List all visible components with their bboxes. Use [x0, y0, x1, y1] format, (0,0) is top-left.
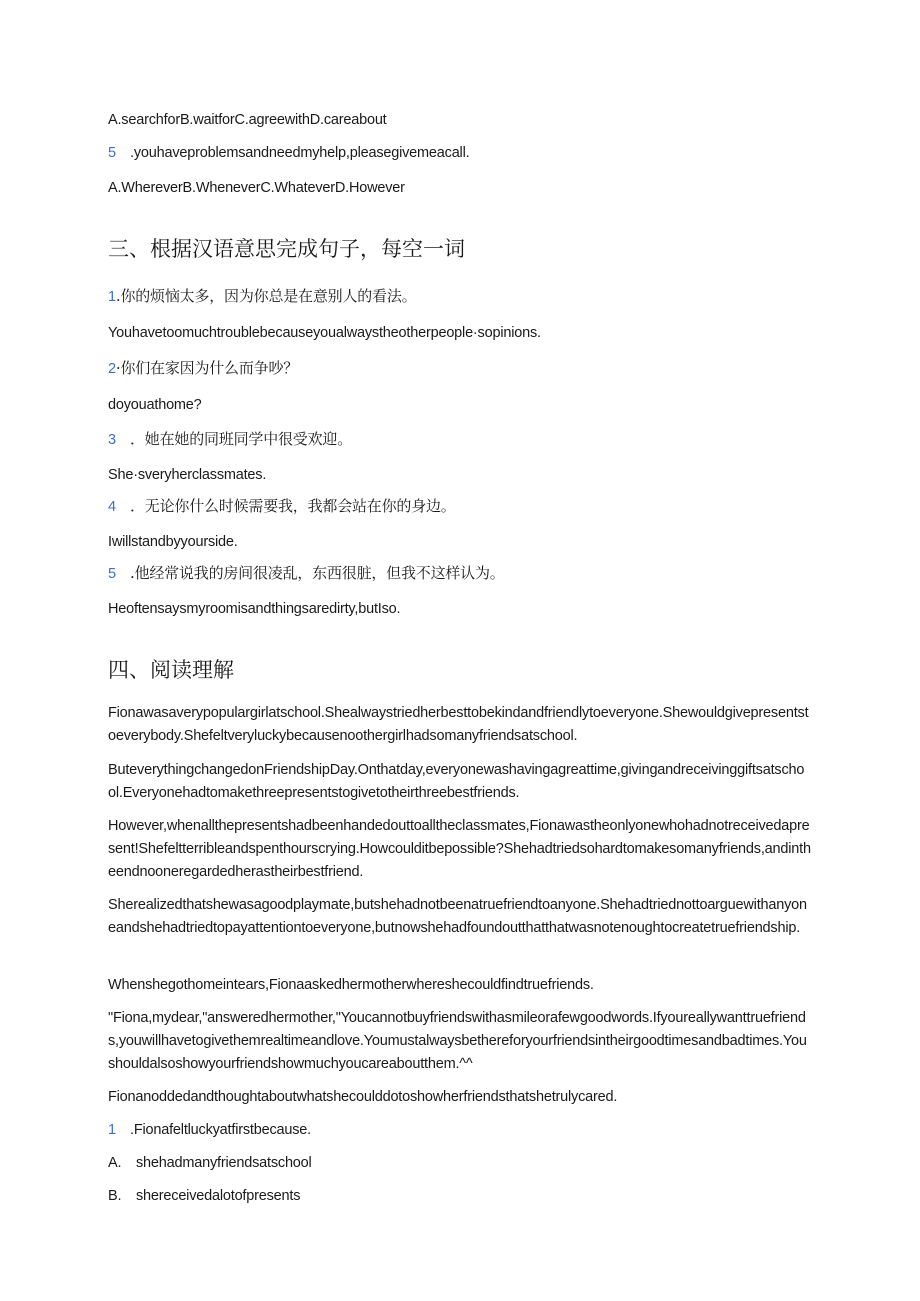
- q4-options: A.searchforB.waitforC.agreewithD.careabout: [108, 112, 387, 128]
- option-b-text: shereceivedalotofpresents: [136, 1188, 301, 1204]
- reading-paragraph-6: "Fiona,mydear,"answeredhermother,"Youcannotbuyfriendswithasmileorafewgoodwords.Ifyoureallywanttruefriends,youwillhavetogivethemrealtimeandlove.Youmustalwaysbethereforyourfriendsintheirgoodtimesandbadtimes.Youshouldalsoshowyourfriendshowmuchyoucareaboutthem.^^: [108, 1010, 807, 1072]
- section4-title: 四、阅读理解: [108, 658, 234, 682]
- reading-paragraph-1: Fionawasaverypopulargirlatschool.Shealwaystriedherbesttobekindandfriendlytoeveryone.Shewouldgivepresentstoeverybody.Shefeltveryluckybecausenoothergirlhadsomanyfriendsatschool.: [108, 705, 809, 744]
- q5-options: A.WhereverB.WheneverC.WhateverD.However: [108, 180, 405, 196]
- s3-item5-zh-line: [108, 562, 818, 586]
- reading-q1-option-b: [108, 1185, 818, 1208]
- reading-paragraph-2: ButeverythingchangedonFriendshipDay.Onthatday,everyonewashavingagreattime,givingandreceivinggiftsatschool.Everyonehadtomakethreepresentstogivetotheirthreebestfriends.: [108, 762, 805, 801]
- s3-item1-zh-line: [108, 285, 818, 309]
- q5-number: 5: [108, 145, 116, 161]
- s3-item4-number: 4: [108, 499, 116, 515]
- s3-item3-en: She·sveryherclassmates.: [108, 467, 267, 483]
- reading-question-1: [108, 1119, 818, 1142]
- reading-paragraph-3: However,whenallthepresentshadbeenhandedouttoalltheclassmates,Fionawastheonlyonewhohadnotreceivedapresent!Shefeltterribleandspenthourscrying.Howcoulditbepossible?Shehadtriedsohardtomakesomanyfriends,andintheendnooneregardedherastheirbestfriend.: [108, 818, 811, 880]
- s3-item2-en: doyouathome?: [108, 397, 202, 413]
- s3-item2-zh: ·你们在家因为什么而争吵？: [115, 359, 299, 377]
- s3-item4-zh: ．无论你什么时候需要我，我都会站在你的身边。: [130, 497, 456, 515]
- s3-item3-number: 3: [108, 432, 116, 448]
- option-a-text: shehadmanyfriendsatschool: [136, 1155, 312, 1171]
- s3-item5-zh: .他经常说我的房间很凌乱，东西很脏，但我不这样认为。: [130, 564, 505, 582]
- s3-item5-en: Heoftensaysmyroomisandthingsaredirty,butIso.: [108, 601, 401, 617]
- reading-paragraph-4: Sherealizedthatshewasagoodplaymate,butshehadnotbeenatruefriendtoanyone.Shehadtriednottoarguewithanyoneandshehadtriedtopayattentiontoeveryone,butnowshehadfoundoutthatthatwasnotenoughtocreatetruefriendship.: [108, 897, 807, 936]
- s3-item4-zh-line: [108, 495, 818, 519]
- s3-item3-zh: ．她在她的同班同学中很受欢迎。: [130, 430, 353, 448]
- reading-q1-text: .Fionafeltluckyatfirstbecause.: [130, 1122, 311, 1138]
- reading-paragraph-5: Whenshegothomeintears,Fionaaskedhermotherwhereshecouldfindtruefriends.: [108, 977, 594, 993]
- s3-item4-en: Iwillstandbyyourside.: [108, 534, 238, 550]
- s3-item1-zh: .你的烦恼太多，因为你总是在意别人的看法。: [115, 287, 417, 305]
- s3-item1-number: 1: [108, 289, 116, 305]
- q5-text: .youhaveproblemsandneedmyhelp,pleasegivemeacall.: [130, 145, 470, 161]
- s3-item2-number: 2: [108, 361, 116, 377]
- reading-q1-number: 1: [108, 1122, 116, 1138]
- s3-item2-zh-line: [108, 357, 818, 381]
- option-a-letter: A.: [108, 1155, 122, 1171]
- s3-item3-zh-line: [108, 428, 818, 452]
- s3-item5-number: 5: [108, 566, 116, 582]
- q5-line: [108, 142, 818, 165]
- option-b-letter: B.: [108, 1188, 122, 1204]
- reading-q1-option-a: [108, 1152, 818, 1175]
- reading-paragraph-7: Fionanoddedandthoughtaboutwhatshecoulddotoshowherfriendsthatshetrulycared.: [108, 1089, 618, 1105]
- s3-item1-en: Youhavetoomuchtroublebecauseyoualwaystheotherpeople·sopinions.: [108, 325, 541, 341]
- section3-title: 三、根据汉语意思完成句子，每空一词: [108, 237, 465, 261]
